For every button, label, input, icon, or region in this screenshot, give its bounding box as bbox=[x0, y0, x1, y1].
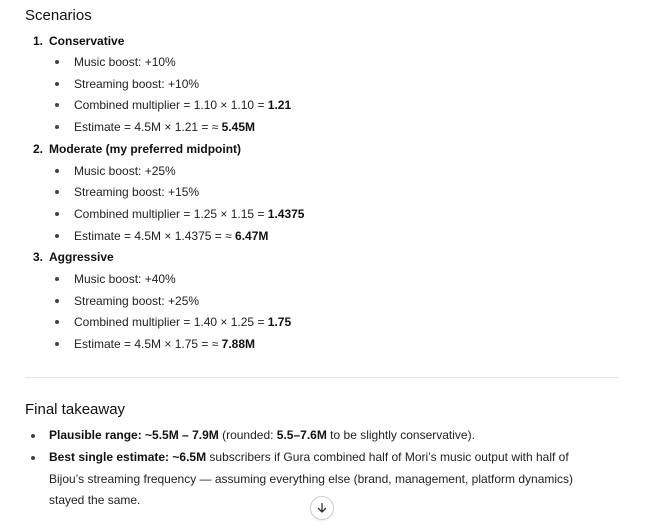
scenario-label: Moderate (my preferred midpoint) bbox=[49, 142, 242, 156]
bullet-icon bbox=[55, 82, 59, 86]
scenario-number: 2. bbox=[33, 142, 44, 156]
takeaway-heading: Final takeaway bbox=[25, 401, 126, 418]
scenario-title-moderate bbox=[33, 142, 241, 156]
bullet-icon bbox=[31, 456, 35, 460]
list-item bbox=[55, 120, 255, 134]
scenario-label: Aggressive bbox=[49, 250, 114, 264]
list-item-plausible-range bbox=[31, 425, 601, 447]
scenario-title-conservative bbox=[33, 34, 124, 48]
list-item bbox=[55, 315, 291, 329]
list-item-text: Streaming boost: +25% bbox=[74, 294, 200, 308]
list-item bbox=[55, 229, 268, 243]
list-item-text: Combined multiplier = 1.25 × 1.15 = 1.4375 bbox=[74, 207, 305, 221]
bullet-icon bbox=[55, 190, 59, 194]
arrow-down-icon bbox=[316, 502, 328, 514]
list-item-text: Combined multiplier = 1.40 × 1.25 = 1.75 bbox=[74, 315, 292, 329]
bullet-icon bbox=[55, 299, 59, 303]
list-item-text: Streaming boost: +15% bbox=[74, 185, 200, 199]
scenario-number: 3. bbox=[33, 250, 44, 264]
bullet-icon bbox=[55, 212, 59, 216]
scenario-title-aggressive bbox=[33, 250, 114, 264]
scroll-to-bottom-button[interactable] bbox=[310, 496, 334, 520]
list-item-text: Estimate = 4.5M × 1.75 = ≈ 7.88M bbox=[74, 337, 256, 351]
scenarios-heading: Scenarios bbox=[25, 7, 92, 24]
list-item-text: Estimate = 4.5M × 1.21 = ≈ 5.45M bbox=[74, 120, 256, 134]
list-item-text: Music boost: +40% bbox=[74, 272, 176, 286]
bullet-icon bbox=[55, 234, 59, 238]
list-item-text: Music boost: +10% bbox=[74, 55, 176, 69]
bullet-icon bbox=[55, 60, 59, 64]
bullet-icon bbox=[55, 342, 59, 346]
list-item bbox=[55, 337, 255, 351]
list-item-text: Streaming boost: +10% bbox=[74, 77, 200, 91]
list-item-text: Estimate = 4.5M × 1.4375 = ≈ 6.47M bbox=[74, 229, 269, 243]
list-item-text: Combined multiplier = 1.10 × 1.10 = 1.21 bbox=[74, 98, 292, 112]
section-divider bbox=[25, 377, 619, 378]
bullet-icon bbox=[55, 125, 59, 129]
list-item-text: Best single estimate: ~6.5M subscribers if Gura combined half of Mori’s music output with half of Bijou’s streaming frequency — assuming everything else (brand, management, platform dynamics) stayed the same. bbox=[49, 450, 574, 507]
list-item bbox=[55, 77, 199, 91]
bullet-icon bbox=[55, 277, 59, 281]
list-item-text: Music boost: +25% bbox=[74, 164, 176, 178]
list-item bbox=[55, 98, 291, 112]
scenario-label: Conservative bbox=[49, 34, 125, 48]
list-item bbox=[55, 55, 176, 69]
list-item bbox=[55, 272, 176, 286]
bullet-icon bbox=[31, 434, 35, 438]
bullet-icon bbox=[55, 103, 59, 107]
bullet-icon bbox=[55, 320, 59, 324]
list-item-text: Plausible range: ~5.5M – 7.9M (rounded: 5.5–7.6M to be slightly conservative). bbox=[49, 428, 475, 442]
list-item bbox=[55, 164, 176, 178]
bullet-icon bbox=[55, 169, 59, 173]
list-item bbox=[55, 185, 199, 199]
scenario-number: 1. bbox=[33, 34, 44, 48]
list-item bbox=[55, 207, 304, 221]
list-item bbox=[55, 294, 199, 308]
